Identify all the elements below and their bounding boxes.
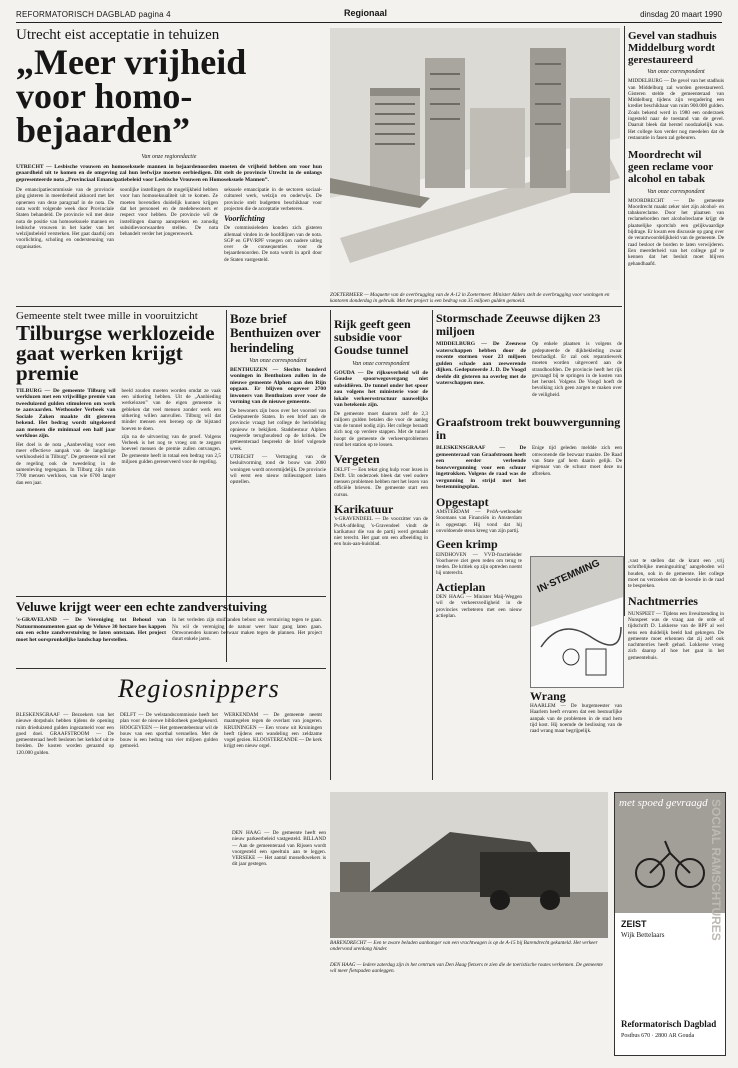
karikatuur-body: 's-GRAVENDEEL — De voorzitter van de PvdA-afdeling 's-Gravendeel vindt de karikatuur die van de partij werd gemaakt niet terecht. Het gaat om een afbeelding in een huis-aan-huisblad.	[334, 516, 428, 548]
masthead-left: REFORMATORISCH DAGBLAD pagina 4	[16, 10, 171, 19]
lead-col-3-wrap	[224, 187, 322, 263]
graafstroom-columns	[436, 445, 622, 491]
tilburg-story	[16, 310, 221, 486]
goudse-headline: Rijk geeft geen subsidie voor Goudse tunnel	[334, 317, 411, 358]
middelburg-body: MIDDELBURG — De gevel van het stadhuis van Middelburg zal worden gerestaureerd. Gisteren stelde de gemeenteraad van Middelburg tijdens zijn vergadering een krediet beschikbaar van ruim 900.000 gulden. Zoals bekend werd in 1980 een onderzoek ingesteld naar de toestand van de gevel. Daaruit bleek dat herstel noodzakelijk was. Het college kon verder nog meedelen dat de restauratie in fasen zal gebeuren.	[628, 78, 724, 141]
vergeten-headline: Vergeten	[334, 452, 380, 467]
geenkrimp-headline: Geen krimp	[436, 537, 498, 552]
lead-intro: UTRECHT — Lesbische vrouwen en homoseksuele mannen in bejaardenoorden moeten de vrijheid hebben om voor hun geaardheid uit te komen en de omgeving zal hun leefwijze moeten eerbiedigen. Dit stelt de provincie Utrecht in de onlangs gepresenteerde nota „Provinciaal Emancipatiebeleid voor Lesbische Vrouwen en Homoseksuele Mannen”.	[16, 163, 322, 183]
graafstroom-lead: BLESKENSGRAAF — De gemeenteraad van Graafstroom heeft een eerder verleende bouwvergunning voor een schuur ingetrokken. Volgens de raad was de vergunning in strijd met het bestemmingsplan.	[436, 445, 526, 491]
moordrecht-headline: Moordrecht wil geen reclame voor alcohol en tabak	[628, 149, 714, 186]
rule-veluwe	[16, 596, 326, 597]
photo-zoetermeer-caption: ZOETERMEER — Maquette van de overbrugging van de A-12 in Zoetermeer. Minister Alders stelt de overbrugging voor woningen en kantoren donderdag in gebruik. Met het project is een bedrag van 35 miljoen gulden gemoeid.	[330, 292, 610, 305]
moordrecht-body: MOORDRECHT — De gemeente Moordrecht maakt zeker niet zijn alcohol- en tabaksreclame. Door het plaatsen van reclameborden met alcoholreclame krijgt de plaatselijke sportclub een gelijkwaardige bijdrage. Er kwam een discussie op gang over de verantwoordelijkheid van de gemeente. De raad besloot de borden te laten verwijderen. Een meerderheid van het college gaf te kennen dat het besluit moet blijven gehandhaafd.	[628, 197, 724, 267]
goudse-lead: GOUDA — De rijksoverheid wil de Goudse spoorwegovergang niet subsidiëren. De tunnel onder het spoor zou volgens het ministerie voor de lokale verkeersstructuur nauwelijks van betekenis zijn.	[334, 369, 428, 409]
right-col-rule	[624, 26, 625, 616]
mid-briefs	[436, 496, 522, 619]
regiosnippers-columns	[16, 712, 322, 756]
nachtmerries-body: NUNSPEET — Tijdens een liveuitzending in Nunspeet was de vraag aan de orde of tijdschrift D. Lokkerse van de RPF al wel eens een duidelijk beeld had gekregen. De gemeente moet erkennen dat zij zelf ook nachtmerries heeft gehad. Lokkerse vroeg zich daarop af hoe het gaat in het gemeentehuis.	[628, 610, 724, 661]
ad-address: Postbus 670 · 2800 AR Gouda	[621, 1033, 695, 1039]
stormschade-headline: Stormschade Zeeuwse dijken 23 miljoen	[436, 311, 601, 339]
middelburg-headline: Gevel van stadhuis Middelburg wordt gerestaureerd	[628, 30, 717, 67]
tilburg-kicker: Gemeente stelt twee mille in vooruitzicht	[16, 310, 198, 322]
vergeten-body: DELFT — Een tekst ging hulp voor lezen in Delft. Uit onderzoek bleek dat veel oudere mensen problemen hebben met het lezen van officiële brieven. De gemeente start een cursus.	[334, 466, 428, 498]
benthuizen-headline: Boze brief Benthuizen over herindeling	[230, 311, 321, 355]
rule-mid	[16, 306, 622, 307]
lead-col-1: De emancipatiecommissie van de provincie ging gisteren in meerderheid akkoord met het opnemen van deze paragraaf in de nota. De nota wordt volgende week door Provinciale Staten behandeld. De provincie wil met deze nota de positie van homoseksuele mannen en lesbische vrouwen in het kader van het welzijnsbeleid versterken. Het gaat daarbij om voorlichting, scholing en ondersteuning van organisaties.	[16, 187, 114, 250]
lead-col-2: soonlijke instellingen de mogelijkheid hebben voor hun homoseksualiteit uit te komen. Ze moeten bovendien duidelijk kunnen krijgen dat het personeel en de medebewoners er respect voor hebben. De provincie wil de instellingen daarop aanspreken en zonodig subsidievoorwaarden stellen. De nota behandelt verder het jongerenwerk.	[120, 187, 218, 238]
photo-barendrecht	[330, 792, 608, 938]
benthuizen-story	[230, 312, 326, 485]
regiosnippers-col-4-wrap	[232, 830, 326, 868]
benthuizen-lead: BENTHUIZEN — Slechts honderd woningen in Benthuizen zullen in de nieuwe gemeente Alphen aan den Rijn opgaan. Er blijven ongeveer 2700 inwoners van Benthuizen over voor de vorming van de nieuwe gemeente.	[230, 366, 326, 406]
regiosnippers-title: Regiosnippers	[118, 674, 280, 703]
barendrecht-caption: BARENDRECHT — Een te zware beladen aanhanger van een vrachtwagen is op de A-15 bij Barendrecht gekanteld. Het verkeer ondervond urenlang hinder.	[330, 940, 598, 953]
actieplan-body: DEN HAAG — Minister Maij-Weggen wil de verkeersveiligheid in de provincies verbeteren met een nieuw actieplan.	[436, 593, 522, 619]
lead-kicker: Utrecht eist acceptatie in tehuizen	[16, 27, 220, 43]
regiosnippers-col-3: WERKENDAM — De gemeente neemt maatregelen tegen de overlast van jongeren. KRUININGEN — Een vrouw uit Kruiningen heeft tijdens een wandeling een zeldzame vogel gezien. KLOOSTERZANDE — De kerk krijgt een nieuw orgel.	[224, 712, 322, 750]
geenkrimp-body: EINDHOVEN — VVD-fractieleider Voorhoeve ziet geen reden om terug te treden. De kritiek op zijn optreden noemt hij onterecht.	[436, 551, 522, 577]
right-lower	[628, 558, 724, 661]
reformatorisch-ad	[614, 792, 726, 1056]
actieplan-headline: Actieplan	[436, 579, 486, 594]
ad-vertical-text: SOCIAL RAMSCHTURES	[709, 799, 723, 941]
stormschade-columns	[436, 341, 622, 398]
veluwe-story	[16, 600, 322, 643]
karikatuur-headline: Karikatuur	[334, 502, 394, 517]
masthead-rule	[16, 22, 722, 23]
graafstroom-story	[436, 416, 622, 491]
tilburg-col-3: zijn na de uitvoering van de proef. Volgens Verbeek is het nog te vroeg om te zeggen hoeveel mensen de premie zullen ontvangen. De gemeente heeft in totaal een bedrag van 2,5 miljoen gulden gereserveerd voor de regeling.	[121, 433, 221, 466]
lead-col-3: seksuele emancipatie in de sectoren sociaal-cultureel werk, welzijn en onderwijs. De provincie stelt budgetten beschikbaar voor projecten die de acceptatie verbeteren.	[224, 187, 322, 212]
lead-headline: „Meer vrijheid voor homo-bejaarden”	[16, 42, 247, 151]
nachtmerries-headline: Nachtmerries	[628, 594, 698, 609]
graafstroom-headline: Graafstroom trekt bouwvergunning in	[436, 415, 621, 443]
lead-byline: Van onze regioredactie	[141, 153, 197, 160]
stormschade-lead: MIDDELBURG — De Zeeuwse waterschappen hebben door de recente stormen voor 23 miljoen gulden schade aan zeewerende dijken. Gedeputeerde J. D. De Voogd deelde dit gisteren na overleg met de waterschappen mee.	[436, 341, 526, 387]
instemming-text: IN·STEMMING	[535, 557, 602, 596]
veluwe-body: In het verleden zijn stuifzanden bebost om verstuiving tegen te gaan. Nu wil de vereniging de natuur weer haar gang laten gaan. Omwonenden kunnen bezwaar maken tegen de plannen. Het project duurt enkele jaren.	[172, 617, 322, 643]
benthuizen-body-2: UTRECHT — Vertraging van de besluitvorming rond de bouw van 2000 woningen wordt onvermijdelijk. De provincie wil eerst een nieuw milieurapport laten opstellen.	[230, 453, 326, 486]
regiosnippers-col-2: DELFT — De welstandscommissie heeft het plan voor de nieuwe bibliotheek goedgekeurd. HOOGEVEEN — Het gemeentebestuur wil de bouw van een sporthal versnellen. Met de bouw is een bedrag van vier miljoen gulden gemoeid.	[120, 712, 218, 750]
ad-company: ZEIST	[621, 919, 647, 929]
moordrecht-byline: Van onze correspondent	[647, 188, 705, 195]
veluwe-headline: Veluwe krijgt weer een echte zandverstuiving	[16, 599, 267, 614]
goudse-story	[334, 318, 428, 548]
ad-paper: Reformatorisch Dagblad	[621, 1019, 717, 1029]
stormschade-story	[436, 312, 622, 398]
photo-zoetermeer	[330, 28, 620, 290]
instemming-graphic	[530, 556, 624, 688]
barendrecht-image	[330, 792, 608, 938]
right-column	[628, 30, 724, 267]
lead-columns	[16, 187, 322, 263]
veluwe-lead: 's-GRAVELAND — De Vereniging tot Behoud van Natuurmonumenten gaat op de Veluwe 30 hectare bos kappen om een echte zandverstuiving te laten ontstaan. Het project moet het oorspronkelijke landschap herstellen.	[16, 617, 166, 643]
ad-sub: Wijk Bettelaars	[621, 931, 665, 939]
regiosnippers-col-4: DEN HAAG — De gemeente heeft een nieuw parkeerbeleid vastgesteld. BILLAND — Aan de gemeenteraad van Rijssen wordt voorgesteld een speeltuin aan te leggen. VERSEKE — Het aantal mosselkwekers is dit jaar gestegen.	[232, 830, 326, 868]
wrang-brief	[530, 690, 622, 735]
wrang-headline: Wrang	[530, 689, 566, 703]
regiosnippers-col-1: BLESKENSGRAAF — Bezoekers van het nieuwe dorpshuis hebben tijdens de opening ruim drieduizend gulden ingezameld voor een goed doel. GRAAFSTROOM — De gemeenteraad heeft besloten het kerkhof uit te breiden. De kosten worden geraamd op 120.000 gulden.	[16, 712, 114, 756]
lead-subhead: Voorlichting	[224, 214, 265, 224]
tilburg-columns	[16, 388, 221, 486]
benthuizen-byline: Van onze correspondent	[249, 357, 307, 364]
opgestapt-headline: Opgestapt	[436, 495, 489, 509]
tilburg-col-2: beeld zouden moeten worden omdat ze vaak een uitkering hebben. Uit de „Aanbieding werkelozen” van de eigen gemeente is gebleken dat veel mensen zonder werk een uitkering willen aanvullen. Tilburg wil dat minder mensen een beroep op de bijstand hoeven te doen.	[121, 387, 221, 432]
masthead-date: dinsdag 20 maart 1990	[640, 10, 722, 19]
rule-goudse	[330, 310, 331, 780]
wrang-body: HAARLEM — De burgemeester van Haarlem heeft ervaren dat een bestuurlijke aanpak van de problemen in de stad hem tijd kost. Hij noemde de beslissing van de raad wrang maar begrijpelijk.	[530, 703, 622, 735]
stormschade-body: Op enkele plaatsen is volgens de gedeputeerde de dijkbekleding zwaar beschadigd. Er zal ook reparatiewerk moeten worden uitgevoerd aan de strandhoofden. De provincie heeft het rijk gevraagd bij te springen in de kosten van het herstel. Volgens De Voogd hoeft de bevolking zich geen zorgen te maken over de veiligheid.	[532, 341, 622, 398]
graafstroom-body: Enige tijd geleden meldde zich een omwonende die bezwaar maakte. De Raad van State gaf hem daarin gelijk. De eigenaar van de schuur moet deze nu afbreken.	[532, 445, 622, 477]
denhaag-caption: DEN HAAG — Iedere zaterdag zijn in het centrum van Den Haag fietsers te zien die de toeristische routes verkennen. De gemeente wil meer fietspaden aanleggen.	[330, 962, 603, 975]
lead-col-3b: De commissieleden konden zich gisteren allemaal vinden in de hoofdlijnen van de nota. SGP en GPV/RPF vroegen om nadere uitleg over de consequenties voor de bejaardenoorden. De nota wordt in april door de Staten vastgesteld.	[224, 225, 322, 263]
veluwe-columns	[16, 617, 322, 643]
tilburg-col-2-wrap	[122, 388, 222, 486]
photo-zoetermeer-image	[330, 28, 620, 290]
right-lower-body: ‚vast te stellen dat de krant een ‚vrij schriftelijke meningsuiting’ aangeboden wil houden, ook in de gemeente. Het college moet nu verzoeken om de kwestie in de raad te bespreken.	[628, 558, 724, 590]
benthuizen-body: De bewoners zijn boos over het voorstel van Gedeputeerde Staten. In een brief aan de provincie vraagt het college de herindeling opnieuw te bekijken. Stadsbestuur Alphen reageerde terughoudend op de kritiek. De gemeenteraad bespreekt de brief volgende week.	[230, 407, 326, 452]
tilburg-lead: TILBURG — De gemeente Tilburg wil werklozen met een vrijwillige premie van tweeduizend gulden stimuleren om werk te aanvaarden. Wethouder Verbeek van Sociale Zaken maakte dit gisteren bekend. Het bedrag wordt uitgekeerd aan mensen die minimaal een half jaar werkloos zijn.	[16, 387, 116, 440]
rule-stormschade	[432, 310, 433, 780]
regiosnippers-grid	[16, 712, 322, 756]
tilburg-headline: Tilburgse werklozeide gaat werken krijgt premie	[16, 321, 215, 385]
section-title: Regionaal	[344, 8, 388, 18]
lead-story	[16, 28, 322, 263]
ad-slogan: met spoed gevraagd	[619, 797, 708, 809]
opgestapt-body: AMSTERDAM — PvdA-wethouder Stoomans van Financiën in Amsterdam is opgestapt. Hij vond dat hij onvoldoende steun kreeg van zijn partij.	[436, 509, 522, 535]
middelburg-byline: Van onze correspondent	[647, 69, 705, 76]
tilburg-col-1-wrap	[16, 388, 116, 486]
goudse-byline: Van onze correspondent	[352, 360, 410, 367]
tilburg-col-1: Het doel is de nota „Aanbeveling voor een meer effectieve aanpak van de langdurige werkloosheid in Tilburg”. De gemeente wil met de regeling ook de tweedeling in de samenleving tegengaan. In Tilburg zijn ruim 7700 mensen werkloos, van wie 6700 langer dan een jaar.	[16, 441, 116, 486]
rule-regiosnippers	[16, 668, 326, 669]
goudse-body: De gemeente moet daarom zelf de 2,3 miljoen gulden betalen die voor de aanleg van de tunnel nodig zijn. Het college beraadt zich nog op verdere stappen. Met de tunnel hoopt de gemeente de verkeersproblemen rond het station op te lossen.	[334, 410, 428, 449]
